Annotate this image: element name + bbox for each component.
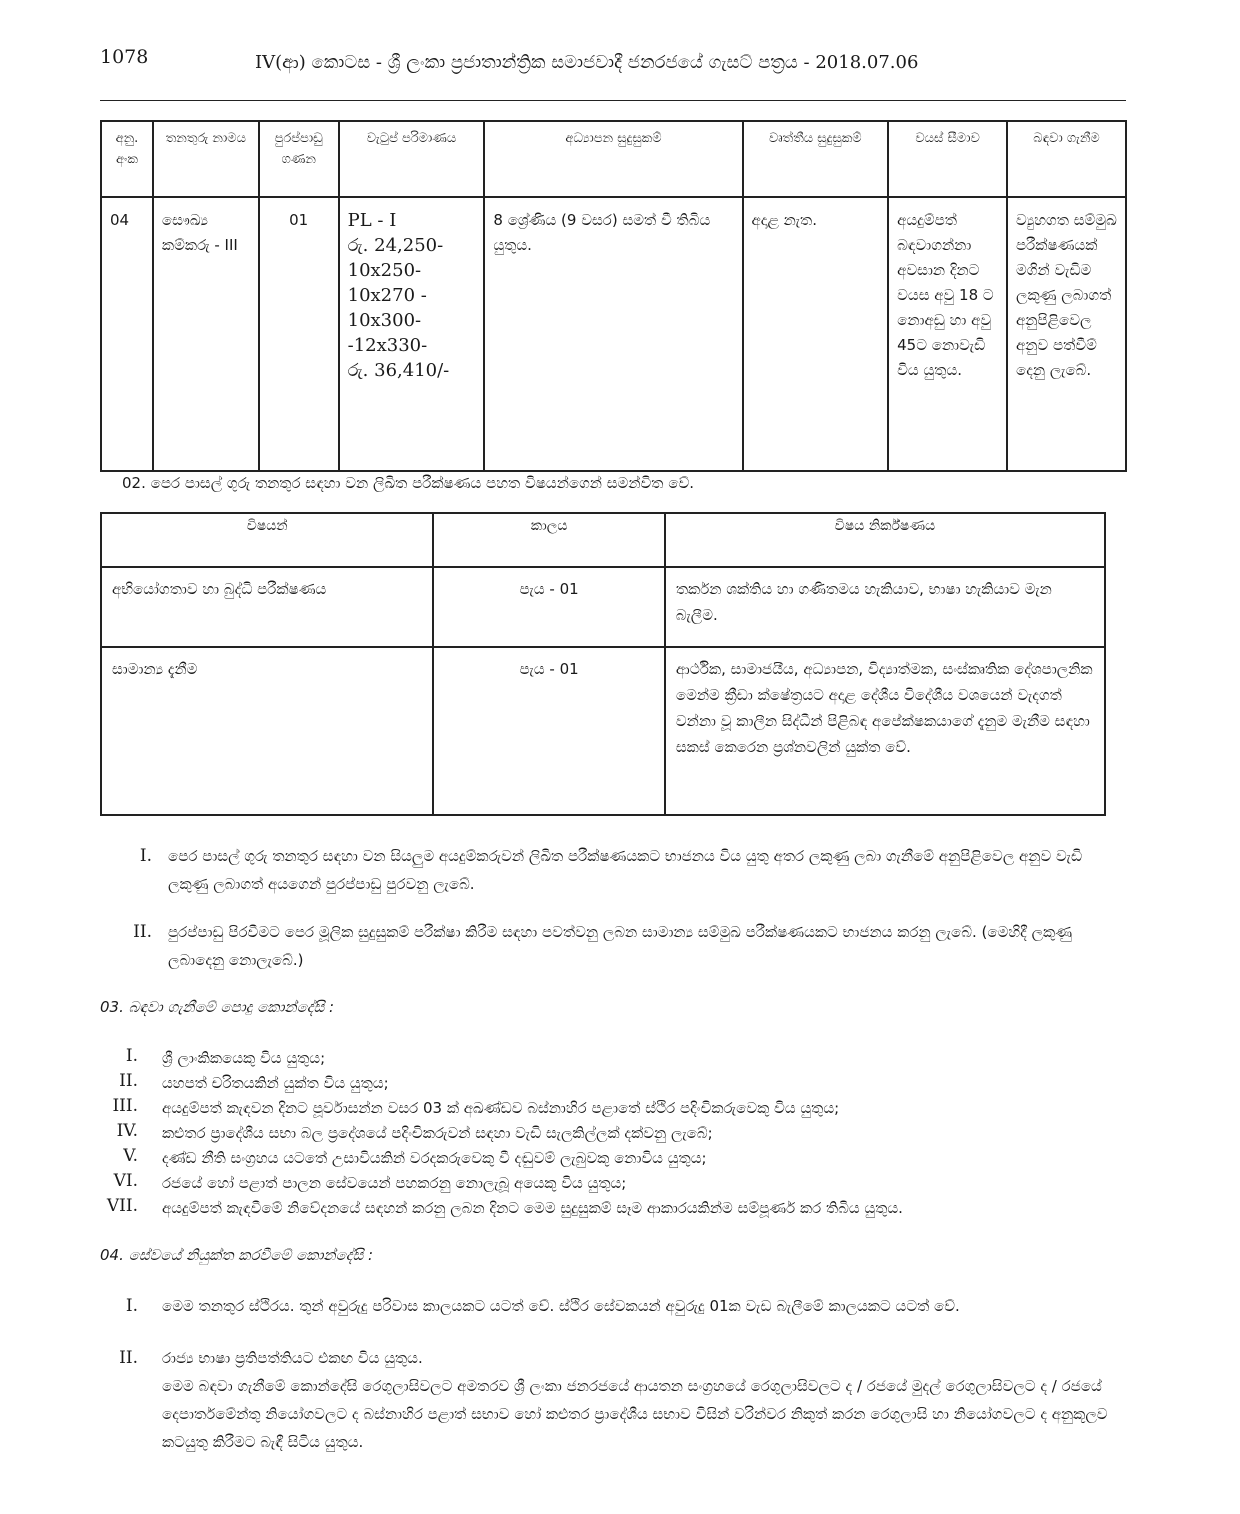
page-number: 1078 (100, 46, 149, 68)
list-number: II. (133, 922, 152, 942)
cell-time: පැය - 01 (433, 647, 664, 815)
list-number: I. (139, 846, 152, 866)
list-text: රජයේ හෝ පළාත් පාලන සේවයෙන් පහකරනු නොලැබූ අයෙකු විය යුතුය; (162, 1174, 627, 1192)
list-text: අයදුම්පත් කැඳවන දිනට පූර්වාසන්න වසර 03 ක් අඛණ්ඩව බස්නාහිර පළාතේ ස්ථිර පදිංචිකරුවෙකු විය යුතුය; (162, 1099, 840, 1117)
salary-line: රු. 24,250- (347, 235, 444, 256)
cell-recruitment: ව්‍යුහගත සම්මුඛ පරීක්ෂණයක් මගින් වැඩිම ලකුණු ලබාගත් අනුපිළිවෙල අනුව පත්වීම් දෙනු ලැබේ. (1007, 197, 1126, 471)
section-04-heading: 04. සේවයේ නියුක්ත කරවීමේ කොන්දේසි : (100, 1246, 374, 1264)
list-number: II. (119, 1071, 138, 1091)
list-number: VI. (113, 1171, 138, 1191)
list-text: කළුතර ප්‍රාදේශීය සභා බල ප්‍රදේශයේ පදිංචිකරුවන් සඳහා වැඩි සැලකිල්ලක් දක්වනු ලැබේ; (162, 1124, 713, 1142)
paragraph-02: 02. පෙර පාසල් ගුරු තනතුර සඳහා වන ලිඛිත පරීක්ෂණය පහත විෂයන්ගෙන් සමන්විත වේ. (122, 474, 695, 492)
list-text: පුරප්පාඩු පිරවීමට පෙර මූලික සුදුසුකම් පරීක්ෂා කිරීම සඳහා පවත්වනු ලබන සාමාන්‍ය සම්මුඛ පරීක්ෂණයකට භාජනය කරනු ලැබේ. (මෙහිදී ලකුණු ලබාදෙනු නොලැබේ.) (168, 923, 1073, 969)
list-text: අයදුම්පත් කැඳවීමේ නිවේදනයේ සඳහන් කරනු ලබන දිනට මෙම සුදුසුකම් සෑම ආකාරයකින්ම සම්පූර්ණ කර තිබිය යුතුය. (162, 1199, 903, 1217)
col-header-recruitment: බඳවා ගැනීම (1007, 121, 1126, 197)
list-number: III. (112, 1096, 138, 1116)
list-text-extra: මෙම බඳවා ගැනීමේ කොන්දේසි රෙගුලාසිවලට අමතරව ශ්‍රී ලංකා ජනරජයේ ආයතන සංග්‍රහයේ රෙගුලාසිවලට ද / රජයේ මුදල් රෙගුලාසිවලට ද / රජයේ දෙපාර්තමේන්තු නියෝගවලට ද බස්නාහිර පළාත් සභාව හෝ කළුතර ප්‍රාදේශීය සභාව විසින් වරින්වර නිකුත් කරන රෙගුලාසි හා නියෝගවලට ද අනුකූලව කටයුතු කිරීමට බැඳී සිටිය යුතුය. (162, 1377, 1108, 1451)
cell-time: පැය - 01 (433, 567, 664, 647)
cell-subject: සාමාන්‍ය දැනීම (101, 647, 433, 815)
section-03-heading: 03. බඳවා ගැනීමේ පොදු කොන්දේසි : (100, 998, 335, 1016)
cell-salary (339, 197, 485, 471)
cell-age: අයදුම්පත් බඳවාගන්නා අවසාන දිනට වයස අවු 18 ට නොඅඩු හා අවු 45ට නොවැඩි විය යුතුය. (888, 197, 1007, 471)
col-header-no: අනු. අංක (101, 121, 153, 197)
list-number: VII. (106, 1196, 138, 1216)
cell-no: 04 (101, 197, 153, 471)
cell-education: 8 ශ්‍රේණිය (9 වසර) සමත් වී තිබිය යුතුය. (484, 197, 742, 471)
col-header-subject: විෂයන් (101, 513, 433, 567)
cell-subject: අභියෝගතාව හා බුද්ධි පරීක්ෂණය (101, 567, 433, 647)
list-number: II. (119, 1348, 138, 1368)
col-header-education: අධ්‍යාපන සුදුසුකම් (484, 121, 742, 197)
header-rule (100, 100, 1126, 101)
exam-subjects-table (100, 512, 1106, 816)
list-text: යහපත් චරිතයකින් යුක්ත විය යුතුය; (162, 1074, 389, 1092)
list-number: V. (123, 1146, 138, 1166)
cell-description: තර්කන ශක්තිය හා ගණිතමය හැකියාව, භාෂා හැකියාව මැන බැලීම. (665, 567, 1105, 647)
col-header-description: විෂය නිර්ක්ෂණය (665, 513, 1105, 567)
list-text: ශ්‍රී ලාංකිකයෙකු විය යුතුය; (162, 1049, 326, 1067)
salary-line: 10x300- (347, 310, 422, 331)
col-header-vacancies: පුරප්පාඩු ගණන (259, 121, 339, 197)
list-text: මෙම තනතුර ස්ථිරය. තුන් අවුරුදු පරිවාස කාලයකට යටත් වේ. ස්ථිර සේවකයන් අවුරුදු 01ක වැඩ බැලීමේ කාලයකට යටත් වේ. (162, 1297, 960, 1315)
post-details-table (100, 120, 1127, 472)
table-header-row (101, 513, 1105, 567)
list-text: පෙර පාසල් ගුරු තනතුර සඳහා වන සියලුම අයදුම්කරුවන් ලිඛිත පරීක්ෂණයකට භාජනය විය යුතු අතර ලකුණු ලබා ගැනීමේ අනුපිළිවෙල අනුව වැඩි ලකුණු ලබාගත් අයගෙන් පුරප්පාඩු පුරවනු ලැබේ. (168, 847, 1083, 893)
cell-post: සෞඛ්‍ය කම්කරු - III (153, 197, 259, 471)
col-header-age: වයස් සීමාව (888, 121, 1007, 197)
table-row (101, 647, 1105, 815)
cell-professional: අදාළ නැත. (743, 197, 889, 471)
list-number: IV. (116, 1121, 138, 1141)
salary-line: 10x270 - (347, 285, 427, 306)
list-text-line: රාජ්‍ය භාෂා ප්‍රතිපත්තියට එකඟ විය යුතුය. (162, 1349, 423, 1367)
list-text (162, 1344, 1126, 1456)
salary-line: 10x250- (347, 260, 422, 281)
list-number: I. (125, 1296, 138, 1316)
list-text: දණ්ඩ නීති සංග්‍රහය යටතේ උසාවියකින් වරදකරුවෙකු වී දඬුවම් ලැබුවකු නොවිය යුතුය; (162, 1149, 707, 1167)
gazette-header-title: IV(ආ) කොටස - ශ්‍රී ලංකා ප්‍රජාතාන්ත්‍රික සමාජවාදී ජනරජයේ ගැසට් පත්‍රය - 2018.07.06 (255, 52, 919, 73)
col-header-professional: වෘත්තීය සුදුසුකම් (743, 121, 889, 197)
table-header-row (101, 121, 1126, 197)
cell-description: ආර්ථික, සාමාජයීය, අධ්‍යාපන, විද්‍යාත්මක, සංස්කෘතික දේශපාලනික මෙන්ම ක්‍රීඩා ක්ෂේත්‍රයට අදාළ දේශීය විදේශීය වශයෙන් වැදගත් වන්නා වූ කාලීන සිද්ධීන් පිළිබඳ අපේක්ෂකයාගේ දැනුම මැනීම සඳහා සකස් කෙරෙන ප්‍රශ්නවලින් යුක්ත වේ. (665, 647, 1105, 815)
table-row (101, 197, 1126, 471)
salary-line: PL - I (347, 210, 397, 231)
cell-vacancies: 01 (259, 197, 339, 471)
salary-line: -12x330- (347, 335, 428, 356)
table-row (101, 567, 1105, 647)
list-number: I. (125, 1046, 138, 1066)
salary-line: රු. 36,410/- (347, 360, 450, 381)
col-header-post: තනතුරු නාමය (153, 121, 259, 197)
col-header-salary: වැටුප් පරිමාණය (339, 121, 485, 197)
col-header-time: කාලය (433, 513, 664, 567)
